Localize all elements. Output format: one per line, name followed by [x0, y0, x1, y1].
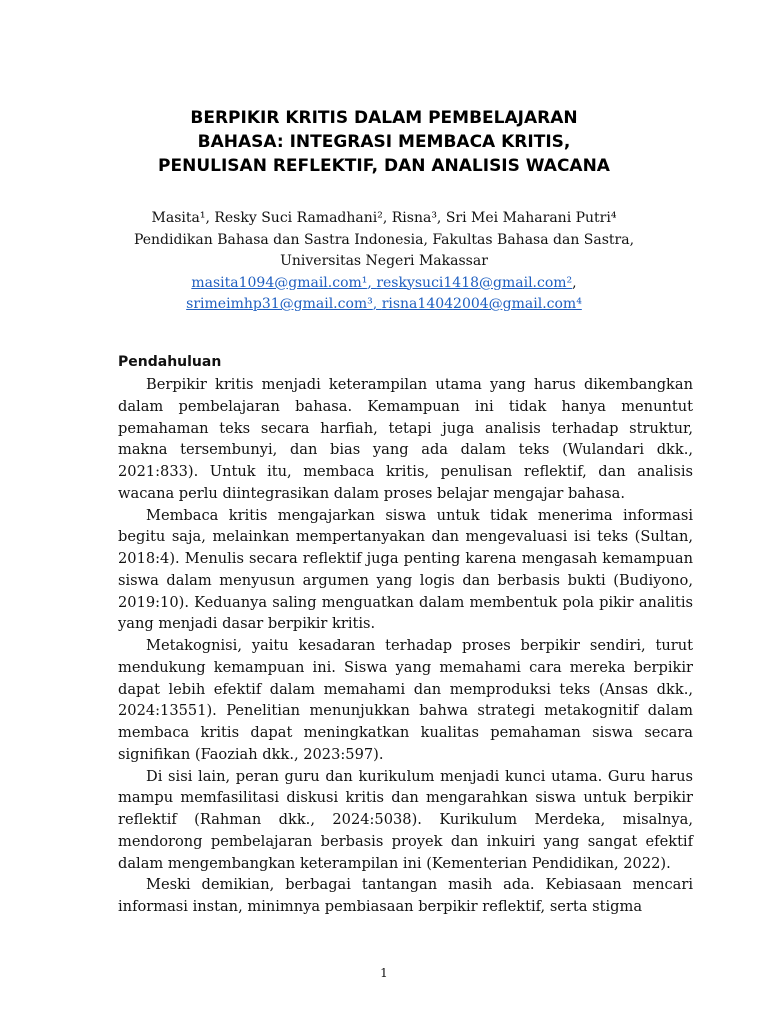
title-line-2: BAHASA: INTEGRASI MEMBACA KRITIS,	[197, 132, 571, 152]
title-line-3: PENULISAN REFLEKTIF, DAN ANALISIS WACANA	[158, 156, 610, 176]
email-separator-1[interactable]: ,	[367, 274, 377, 291]
author-list: Masita¹, Resky Suci Ramadhani², Risna³, Sri Mei Maharani Putri⁴	[151, 210, 617, 226]
paragraph: Di sisi lain, peran guru dan kurikulum menjadi kunci utama. Guru harus mampu memfasilitasi diskusi kritis dan mengarahkan siswa untuk berpikir reflektif (Rahman dkk., 2024:5038). Kurikulum Merdeka, misalnya, mendorong pembelajaran berbasis proyek dan inkuiri yang sangat efektif dalam mengembangkan keterampilan ini (Kementerian Pendidikan, 2022).	[118, 767, 693, 872]
paragraph: Metakognisi, yaitu kesadaran terhadap proses berpikir sendiri, turut mendukung kemampuan ini. Siswa yang memahami cara mereka berpikir dapat lebih efektif dalam memahami dan memproduksi teks (Ansas dkk., 2024:13551). Penelitian menunjukkan bahwa strategi metakognitif dalam membaca kritis dapat meningkatkan kualitas pemahaman siswa secara signifikan (Faoziah dkk., 2023:597).	[118, 637, 693, 763]
paragraph: Meski demikian, berbagai tantangan masih ada. Kebiasaan mencari informasi instan, minimnya pembiasaan berpikir reflektif, serta stigma	[118, 876, 693, 915]
section-heading: Pendahuluan	[118, 354, 222, 370]
paragraph: Membaca kritis mengajarkan siswa untuk tidak menerima informasi begitu saja, melainkan mempertanyakan dan mengevaluasi isi teks (Sultan, 2018:4). Menulis secara reflektif juga penting karena mengasah kemampuan siswa dalam menyusun argumen yang logis dan berbasis bukti (Budiyono, 2019:10). Keduanya saling menguatkan dalam membentuk pola pikir analitis yang menjadi dasar berpikir kritis.	[118, 506, 693, 633]
paper-title	[100, 106, 668, 178]
email-separator-2: ,	[572, 274, 577, 291]
email-link-1[interactable]: masita1094@gmail.com¹	[191, 274, 368, 291]
author-block	[90, 208, 678, 316]
page-number: 1	[380, 966, 388, 980]
email-link-3[interactable]: srimeimhp31@gmail.com³	[186, 296, 373, 312]
paragraph: Berpikir kritis menjadi keterampilan utama yang harus dikembangkan dalam pembelajaran bahasa. Kemampuan ini tidak hanya menuntut pemahaman teks secara harfiah, tetapi juga analisis terhadap struktur, makna tersembunyi, dan bias yang ada dalam teks (Wulandari dkk., 2021:833). Untuk itu, membaca kritis, penulisan reflektif, dan analisis wacana perlu diintegrasikan dalam proses belajar mengajar bahasa.	[118, 376, 693, 502]
title-line-1: BERPIKIR KRITIS DALAM PEMBELAJARAN	[190, 108, 578, 128]
affiliation-line-2: Universitas Negeri Makassar	[280, 253, 488, 269]
email-line-2	[90, 294, 678, 316]
email-link-4[interactable]: risna14042004@gmail.com⁴	[381, 296, 582, 312]
email-separator-3[interactable]: ,	[372, 296, 382, 312]
email-line-1	[90, 273, 678, 295]
email-link-2[interactable]: reskysuci1418@gmail.com²	[376, 274, 573, 291]
affiliation-line-1: Pendidikan Bahasa dan Sastra Indonesia, Fakultas Bahasa dan Sastra,	[133, 231, 635, 248]
body-text	[118, 374, 693, 918]
